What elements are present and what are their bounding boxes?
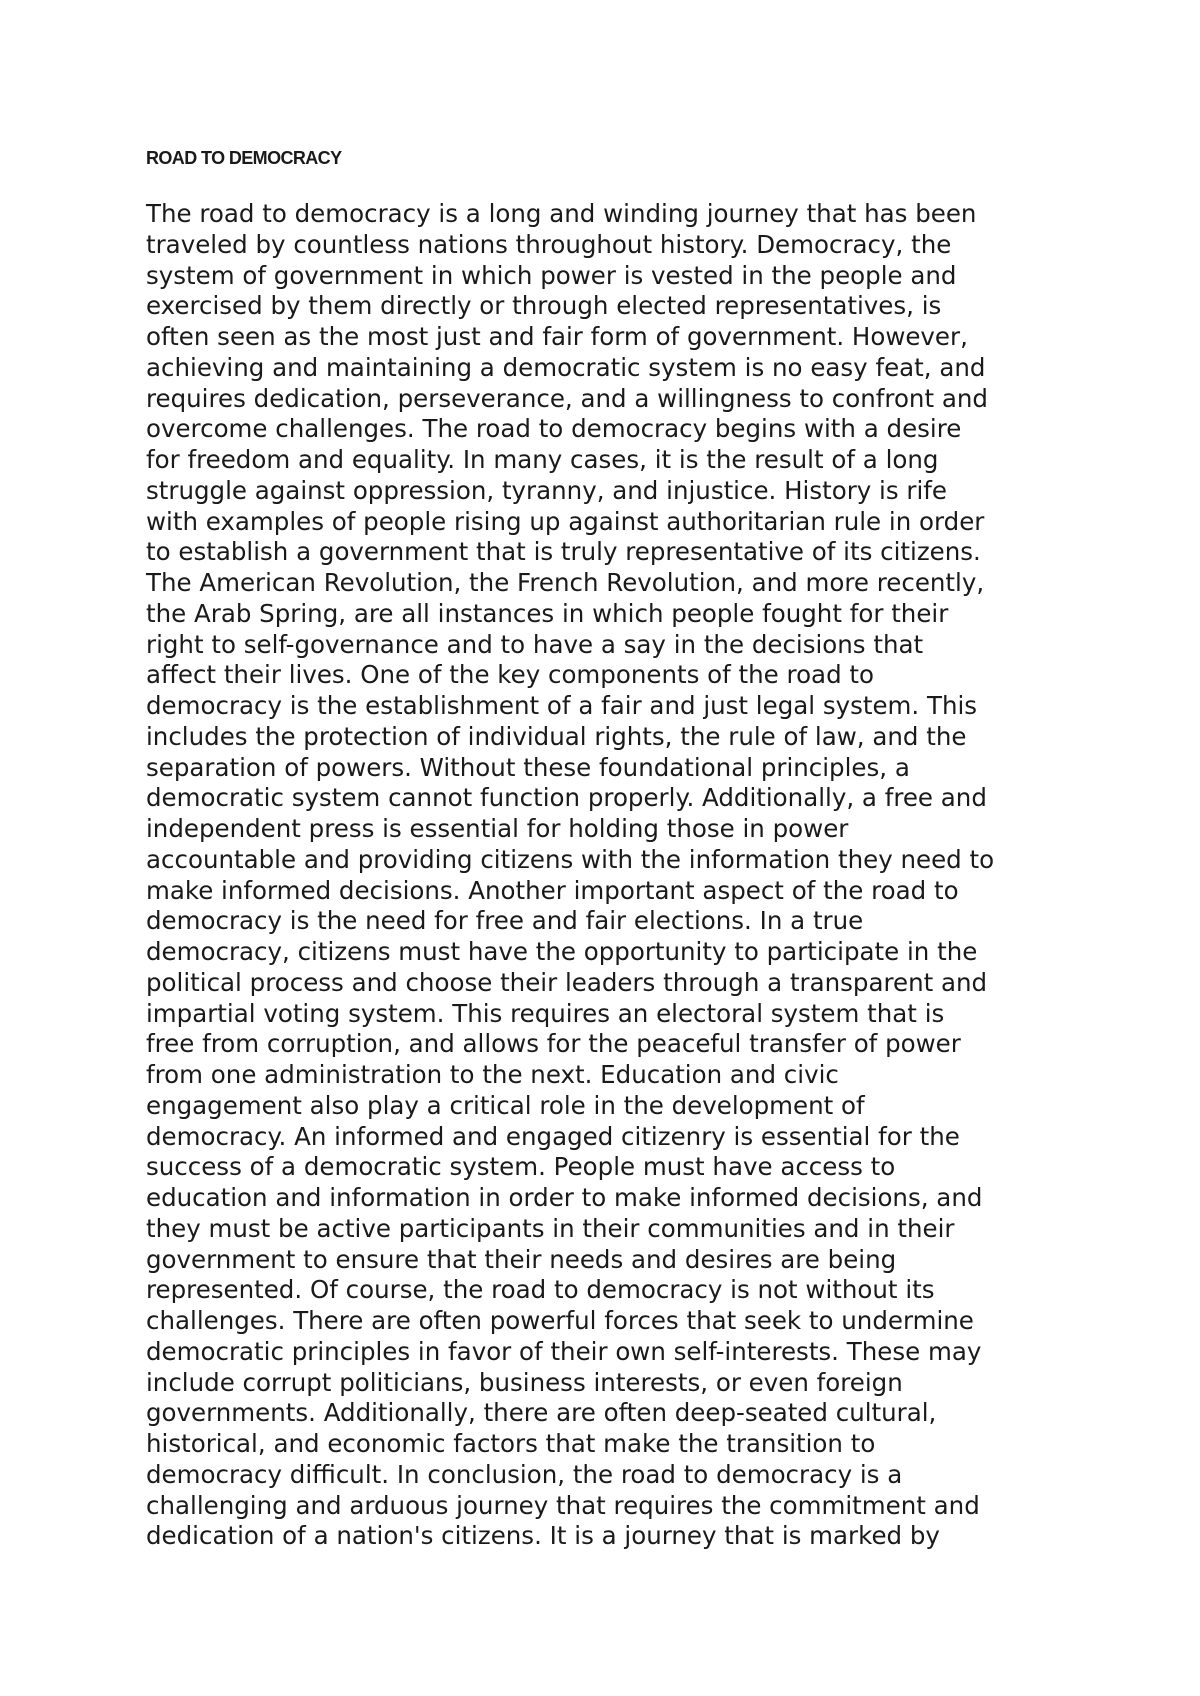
body-line: from one administration to the next. Education and civic — [146, 1060, 839, 1089]
body-line: right to self-governance and to have a say in the decisions that — [146, 629, 924, 659]
body-line: The American Revolution, the French Revolution, and more recently, — [146, 568, 985, 597]
body-line: political process and choose their leaders through a transparent and — [146, 967, 988, 997]
body-line: impartial voting system. This requires an electoral system that is — [146, 998, 945, 1028]
body-line: include corrupt politicians, business interests, or even foreign — [146, 1367, 903, 1397]
body-line: struggle against oppression, tyranny, and injustice. History is rife — [146, 475, 947, 505]
body-line: requires dedication, perseverance, and a willingness to confront and — [146, 383, 988, 413]
body-line: free from corruption, and allows for the peaceful transfer of power — [146, 1029, 961, 1059]
body-line: for freedom and equality. In many cases, it is the result of a long — [146, 445, 939, 474]
body-line: system of government in which power is vested in the people and — [146, 260, 957, 290]
body-line: independent press is essential for holding those in power — [146, 814, 849, 843]
body-line: exercised by them directly or through elected representatives, is — [146, 291, 942, 321]
body-line: democratic principles in favor of their own self-interests. These may — [146, 1336, 982, 1366]
body-line: success of a democratic system. People must have access to — [146, 1152, 896, 1182]
body-line: engagement also play a critical role in the development of — [146, 1090, 865, 1120]
body-line: challenging and arduous journey that requires the commitment and — [146, 1490, 980, 1520]
body-line: achieving and maintaining a democratic system is no easy feat, and — [146, 352, 986, 382]
body-line: traveled by countless nations throughout history. Democracy, the — [146, 229, 952, 259]
body-line: The road to democracy is a long and winding journey that has been — [146, 199, 977, 228]
document-title: ROAD TO DEMOCRACY — [146, 148, 342, 168]
body-line: make informed decisions. Another important aspect of the road to — [146, 875, 959, 905]
body-line: democracy, citizens must have the opportunity to participate in the — [146, 937, 978, 966]
body-line: often seen as the most just and fair form of government. However, — [146, 322, 968, 351]
body-line: democracy. An informed and engaged citizenry is essential for the — [146, 1121, 960, 1151]
body-line: overcome challenges. The road to democracy begins with a desire — [146, 414, 962, 444]
body-line: democracy difficult. In conclusion, the road to democracy is a — [146, 1459, 903, 1489]
body-line: separation of powers. Without these foundational principles, a — [146, 752, 910, 782]
body-line: democracy is the need for free and fair elections. In a true — [146, 906, 864, 936]
body-line: historical, and economic factors that make the transition to — [146, 1429, 876, 1458]
body-line: affect their lives. One of the key components of the road to — [146, 660, 875, 690]
body-line: democratic system cannot function properly. Additionally, a free and — [146, 783, 987, 813]
body-line: challenges. There are often powerful forces that seek to undermine — [146, 1306, 974, 1335]
body-line: government to ensure that their needs and desires are being — [146, 1244, 897, 1274]
body-line: the Arab Spring, are all instances in which people fought for their — [146, 598, 949, 628]
body-line: governments. Additionally, there are often deep-seated cultural, — [146, 1398, 937, 1428]
body-line: includes the protection of individual rights, the rule of law, and the — [146, 721, 967, 751]
body-line: represented. Of course, the road to democracy is not without its — [146, 1275, 935, 1305]
body-line: to establish a government that is truly representative of its citizens. — [146, 537, 981, 567]
body-line: they must be active participants in their communities and in their — [146, 1213, 955, 1243]
body-line: with examples of people rising up against authoritarian rule in order — [146, 506, 985, 536]
body-line: dedication of a nation's citizens. It is a journey that is marked by — [146, 1521, 940, 1551]
document-body — [146, 199, 1146, 1552]
body-line: democracy is the establishment of a fair and just legal system. This — [146, 691, 978, 720]
body-line: accountable and providing citizens with the information they need to — [146, 844, 995, 874]
body-line: education and information in order to make informed decisions, and — [146, 1183, 983, 1212]
